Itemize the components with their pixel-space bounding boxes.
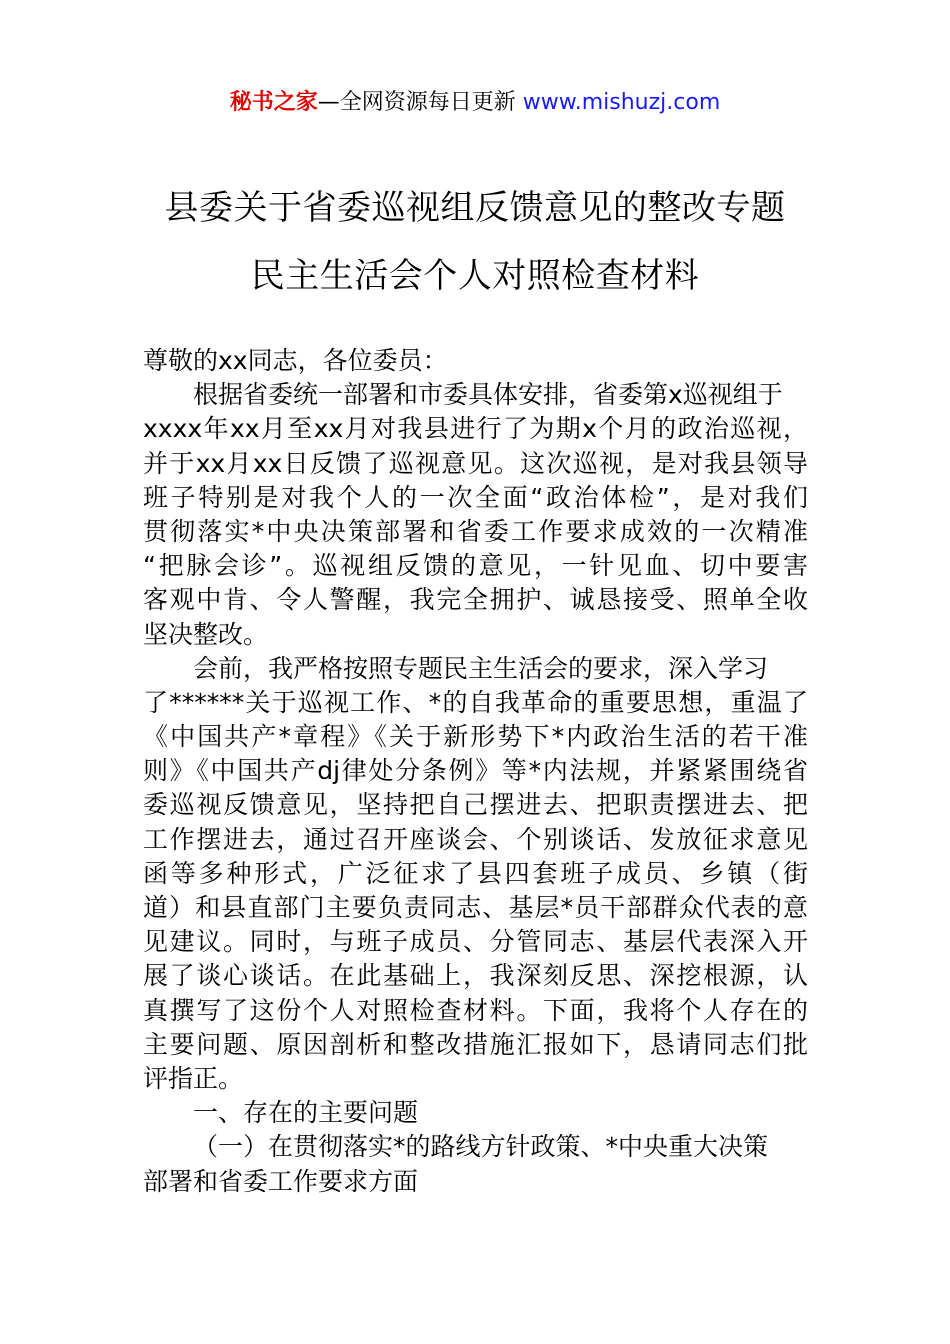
document-title-line-1: 县委关于省委巡视组反馈意见的整改专题 — [164, 188, 786, 228]
paragraph-line: 委巡视反馈意见，坚持把自己摆进去、把职责摆进去、把 — [143, 790, 808, 820]
document-body — [143, 344, 808, 1199]
paragraph-line: 函等多种形式，广泛征求了县四套班子成员、乡镇（街 — [143, 858, 808, 888]
paragraph-line: 贯彻落实*中央决策部署和省委工作要求成效的一次精准 — [143, 516, 808, 546]
document-title-line-2: 民主生活会个人对照检查材料 — [250, 256, 700, 296]
paragraph-line: 道）和县直部门主要负责同志、基层*员干部群众代表的意 — [143, 893, 808, 922]
paragraph-line: 则》《中国共产dj律处分条例》等*内法规，并紧紧围绕省 — [143, 756, 808, 786]
paragraph-line: 了******关于巡视工作、*的自我革命的重要思想，重温了 — [143, 687, 808, 717]
paragraph-line: 评指正。 — [143, 1063, 244, 1093]
paragraph-line: 坚决整改。 — [143, 619, 269, 649]
paragraph-line: 《中国共产*章程》《关于新形势下*内政治生活的若干准 — [143, 722, 808, 752]
site-brand: 秘书之家 — [229, 90, 318, 115]
paragraph-line: 真撰写了这份个人对照检查材料。下面，我将个人存在的 — [143, 995, 808, 1025]
paragraph-line: 客观中肯、令人警醒，我完全拥护、诚恳接受、照单全收 — [143, 585, 808, 615]
paragraph-line: 工作摆进去，通过召开座谈会、个别谈话、发放征求意见 — [143, 824, 808, 854]
paragraph-line: 主要问题、原因剖析和整改措施汇报如下，恳请同志们批 — [143, 1029, 808, 1059]
site-header — [0, 88, 950, 118]
paragraph-line: xxxx年xx月至xx月对我县进行了为期x个月的政治巡视， — [143, 414, 808, 444]
paragraph-line: 会前，我严格按照专题民主生活会的要求，深入学习 — [193, 653, 769, 683]
paragraph-line: 见建议。同时，与班子成员、分管同志、基层代表深入开 — [143, 927, 808, 957]
paragraph-line: 展了谈心谈话。在此基础上，我深刻反思、深挖根源，认 — [143, 961, 808, 991]
paragraph-line: “把脉会诊”。巡视组反馈的意见，一针见血、切中要害 — [143, 551, 808, 581]
section-heading: 一、存在的主要问题 — [193, 1098, 419, 1128]
paragraph-line: 根据省委统一部署和市委具体安排，省委第x巡视组于 — [193, 380, 783, 410]
salutation: 尊敬的xx同志，各位委员： — [143, 346, 448, 375]
subsection-heading: （一）在贯彻落实*的路线方针政策、*中央重大决策 — [193, 1132, 769, 1162]
subsection-heading-continued: 部署和省委工作要求方面 — [143, 1166, 419, 1196]
paragraph-line: 班子特别是对我个人的一次全面“政治体检”，是对我们 — [143, 482, 808, 512]
site-slogan: —全网资源每日更新 — [317, 90, 523, 115]
site-url-link[interactable]: www.mishuzj.com — [522, 90, 721, 115]
paragraph-line: 并于xx月xx日反馈了巡视意见。这次巡视，是对我县领导 — [143, 448, 808, 478]
